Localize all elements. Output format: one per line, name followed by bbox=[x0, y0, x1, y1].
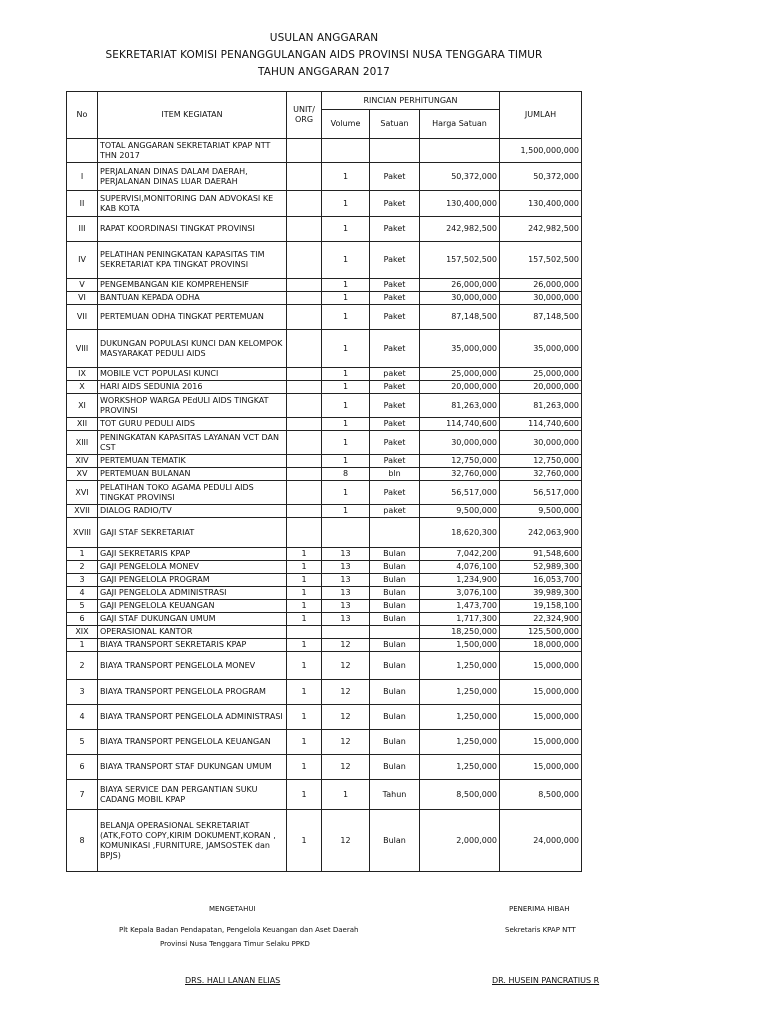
row-satuan: Paket bbox=[370, 381, 420, 394]
row-volume: 1 bbox=[322, 505, 370, 518]
row-jumlah: 130,400,000 bbox=[500, 191, 582, 217]
table-row bbox=[67, 330, 582, 368]
row-jumlah: 15,000,000 bbox=[500, 705, 582, 730]
row-no: 5 bbox=[67, 600, 98, 613]
row-volume bbox=[322, 139, 370, 163]
row-item: PENINGKATAN KAPASITAS LAYANAN VCT DAN CST bbox=[98, 431, 287, 455]
table-row bbox=[67, 292, 582, 305]
row-jumlah: 19,158,100 bbox=[500, 600, 582, 613]
document-title: USULAN ANGGARAN bbox=[269, 32, 379, 44]
row-satuan: bln bbox=[370, 468, 420, 481]
row-jumlah: 9,500,000 bbox=[500, 505, 582, 518]
row-item: GAJI PENGELOLA PROGRAM bbox=[98, 574, 287, 587]
document-subtitle: SEKRETARIAT KOMISI PENANGGULANGAN AIDS PROVINSI NUSA TENGGARA TIMUR bbox=[105, 49, 543, 61]
row-unit bbox=[287, 305, 322, 330]
row-item: PERTEMUAN BULANAN bbox=[98, 468, 287, 481]
row-item: MOBILE VCT POPULASI KUNCI bbox=[98, 368, 287, 381]
row-jumlah: 125,500,000 bbox=[500, 626, 582, 639]
row-item: BIAYA SERVICE DAN PERGANTIAN SUKU CADANG MOBIL KPAP bbox=[98, 780, 287, 810]
row-no: XVI bbox=[67, 481, 98, 505]
table-row bbox=[67, 305, 582, 330]
row-satuan: Bulan bbox=[370, 613, 420, 626]
row-harga: 1,473,700 bbox=[420, 600, 500, 613]
table-row bbox=[67, 639, 582, 652]
row-jumlah: 15,000,000 bbox=[500, 652, 582, 680]
row-satuan: Paket bbox=[370, 242, 420, 279]
row-harga: 1,717,300 bbox=[420, 613, 500, 626]
row-volume: 13 bbox=[322, 561, 370, 574]
row-jumlah: 91,548,600 bbox=[500, 548, 582, 561]
row-item: PELATIHAN PENINGKATAN KAPASITAS TIM SEKRETARIAT KPA TINGKAT PROVINSI bbox=[98, 242, 287, 279]
row-no: 6 bbox=[67, 613, 98, 626]
table-row bbox=[67, 626, 582, 639]
row-volume: 1 bbox=[322, 780, 370, 810]
row-no: XVII bbox=[67, 505, 98, 518]
row-satuan: Bulan bbox=[370, 680, 420, 705]
row-item: BANTUAN KEPADA ODHA bbox=[98, 292, 287, 305]
row-unit bbox=[287, 330, 322, 368]
table-row bbox=[67, 381, 582, 394]
row-no: IX bbox=[67, 368, 98, 381]
row-item: TOT GURU PEDULI AIDS bbox=[98, 418, 287, 431]
col-harga: Harga Satuan bbox=[420, 110, 500, 139]
row-unit bbox=[287, 431, 322, 455]
table-row bbox=[67, 574, 582, 587]
row-jumlah: 18,000,000 bbox=[500, 639, 582, 652]
row-jumlah: 30,000,000 bbox=[500, 431, 582, 455]
row-jumlah: 26,000,000 bbox=[500, 279, 582, 292]
row-no: VIII bbox=[67, 330, 98, 368]
row-harga: 4,076,100 bbox=[420, 561, 500, 574]
row-item: TOTAL ANGGARAN SEKRETARIAT KPAP NTT THN 2017 bbox=[98, 139, 287, 163]
row-item: PERTEMUAN ODHA TINGKAT PERTEMUAN bbox=[98, 305, 287, 330]
row-satuan: Bulan bbox=[370, 574, 420, 587]
row-no: II bbox=[67, 191, 98, 217]
row-unit bbox=[287, 279, 322, 292]
row-item: BIAYA TRANSPORT PENGELOLA MONEV bbox=[98, 652, 287, 680]
table-row bbox=[67, 730, 582, 755]
row-unit: 1 bbox=[287, 780, 322, 810]
row-volume: 12 bbox=[322, 810, 370, 872]
row-volume: 13 bbox=[322, 600, 370, 613]
row-volume: 1 bbox=[322, 242, 370, 279]
row-harga: 1,250,000 bbox=[420, 755, 500, 780]
row-item: GAJI SEKRETARIS KPAP bbox=[98, 548, 287, 561]
row-no: V bbox=[67, 279, 98, 292]
row-unit: 1 bbox=[287, 755, 322, 780]
table-row bbox=[67, 279, 582, 292]
row-no: 3 bbox=[67, 680, 98, 705]
row-item: GAJI STAF SEKRETARIAT bbox=[98, 518, 287, 548]
row-unit: 1 bbox=[287, 652, 322, 680]
col-no: No bbox=[67, 92, 98, 139]
row-jumlah: 52,989,300 bbox=[500, 561, 582, 574]
signature-right-name: DR. HUSEIN PANCRATIUS R bbox=[492, 976, 600, 985]
row-satuan: Bulan bbox=[370, 561, 420, 574]
budget-table bbox=[66, 91, 582, 872]
row-volume: 1 bbox=[322, 279, 370, 292]
row-harga: 1,250,000 bbox=[420, 680, 500, 705]
row-item: BIAYA TRANSPORT PENGELOLA KEUANGAN bbox=[98, 730, 287, 755]
row-no: X bbox=[67, 381, 98, 394]
row-satuan: Bulan bbox=[370, 600, 420, 613]
row-item: BIAYA TRANSPORT PENGELOLA ADMINISTRASI bbox=[98, 705, 287, 730]
row-harga: 35,000,000 bbox=[420, 330, 500, 368]
row-item: BIAYA TRANSPORT SEKRETARIS KPAP bbox=[98, 639, 287, 652]
row-jumlah: 25,000,000 bbox=[500, 368, 582, 381]
row-satuan: Paket bbox=[370, 418, 420, 431]
row-unit bbox=[287, 368, 322, 381]
row-no: III bbox=[67, 217, 98, 242]
signature-right-heading: PENERIMA HIBAH bbox=[509, 905, 570, 913]
row-satuan: Paket bbox=[370, 279, 420, 292]
row-volume: 1 bbox=[322, 455, 370, 468]
row-harga: 114,740,600 bbox=[420, 418, 500, 431]
row-unit: 1 bbox=[287, 548, 322, 561]
col-jumlah: JUMLAH bbox=[500, 92, 582, 139]
row-satuan: paket bbox=[370, 368, 420, 381]
row-no: I bbox=[67, 163, 98, 191]
table-row bbox=[67, 481, 582, 505]
row-no: 4 bbox=[67, 587, 98, 600]
row-harga: 30,000,000 bbox=[420, 431, 500, 455]
table-row bbox=[67, 242, 582, 279]
row-volume: 1 bbox=[322, 330, 370, 368]
row-unit bbox=[287, 242, 322, 279]
row-item: RAPAT KOORDINASI TINGKAT PROVINSI bbox=[98, 217, 287, 242]
row-volume: 12 bbox=[322, 705, 370, 730]
row-jumlah: 1,500,000,000 bbox=[500, 139, 582, 163]
signature-left-heading: MENGETAHUI bbox=[209, 905, 256, 913]
row-jumlah: 56,517,000 bbox=[500, 481, 582, 505]
row-no: 2 bbox=[67, 561, 98, 574]
row-harga: 242,982,500 bbox=[420, 217, 500, 242]
row-no: XV bbox=[67, 468, 98, 481]
row-unit: 1 bbox=[287, 587, 322, 600]
row-harga: 50,372,000 bbox=[420, 163, 500, 191]
row-volume: 13 bbox=[322, 587, 370, 600]
row-volume: 1 bbox=[322, 418, 370, 431]
row-satuan: Paket bbox=[370, 163, 420, 191]
row-no: 3 bbox=[67, 574, 98, 587]
row-jumlah: 157,502,500 bbox=[500, 242, 582, 279]
table-row bbox=[67, 780, 582, 810]
row-satuan: Bulan bbox=[370, 639, 420, 652]
row-jumlah: 39,989,300 bbox=[500, 587, 582, 600]
row-harga: 9,500,000 bbox=[420, 505, 500, 518]
row-harga: 1,250,000 bbox=[420, 705, 500, 730]
table-header bbox=[67, 92, 582, 139]
row-item: GAJI PENGELOLA MONEV bbox=[98, 561, 287, 574]
row-volume: 12 bbox=[322, 652, 370, 680]
row-unit bbox=[287, 505, 322, 518]
row-jumlah: 30,000,000 bbox=[500, 292, 582, 305]
row-satuan bbox=[370, 139, 420, 163]
row-satuan: Bulan bbox=[370, 705, 420, 730]
row-volume: 1 bbox=[322, 217, 370, 242]
row-volume: 12 bbox=[322, 730, 370, 755]
table-row bbox=[67, 587, 582, 600]
row-satuan: Bulan bbox=[370, 652, 420, 680]
row-no: IV bbox=[67, 242, 98, 279]
row-harga: 26,000,000 bbox=[420, 279, 500, 292]
row-jumlah: 22,324,900 bbox=[500, 613, 582, 626]
row-volume: 1 bbox=[322, 292, 370, 305]
row-jumlah: 15,000,000 bbox=[500, 755, 582, 780]
row-jumlah: 8,500,000 bbox=[500, 780, 582, 810]
row-no: VI bbox=[67, 292, 98, 305]
row-harga: 1,250,000 bbox=[420, 730, 500, 755]
row-harga: 130,400,000 bbox=[420, 191, 500, 217]
row-item: PERTEMUAN TEMATIK bbox=[98, 455, 287, 468]
table-row bbox=[67, 431, 582, 455]
row-volume: 12 bbox=[322, 755, 370, 780]
row-satuan: Paket bbox=[370, 394, 420, 418]
row-satuan: Paket bbox=[370, 481, 420, 505]
row-unit: 1 bbox=[287, 810, 322, 872]
row-harga: 3,076,100 bbox=[420, 587, 500, 600]
row-no: 4 bbox=[67, 705, 98, 730]
row-item: BIAYA TRANSPORT PENGELOLA PROGRAM bbox=[98, 680, 287, 705]
row-jumlah: 20,000,000 bbox=[500, 381, 582, 394]
row-satuan: Bulan bbox=[370, 730, 420, 755]
row-no: VII bbox=[67, 305, 98, 330]
row-unit: 1 bbox=[287, 613, 322, 626]
row-harga bbox=[420, 139, 500, 163]
row-volume: 1 bbox=[322, 305, 370, 330]
row-item: DIALOG RADIO/TV bbox=[98, 505, 287, 518]
row-volume: 13 bbox=[322, 548, 370, 561]
row-no: 7 bbox=[67, 780, 98, 810]
row-harga: 81,263,000 bbox=[420, 394, 500, 418]
row-unit bbox=[287, 481, 322, 505]
row-volume: 12 bbox=[322, 680, 370, 705]
row-harga: 87,148,500 bbox=[420, 305, 500, 330]
row-unit bbox=[287, 518, 322, 548]
row-no: XVIII bbox=[67, 518, 98, 548]
row-unit bbox=[287, 217, 322, 242]
table-row bbox=[67, 652, 582, 680]
row-no: XIII bbox=[67, 431, 98, 455]
row-unit: 1 bbox=[287, 600, 322, 613]
signature-left-line1: Plt Kepala Badan Pendapatan, Pengelola Keuangan dan Aset Daerah bbox=[119, 926, 359, 934]
row-volume: 12 bbox=[322, 639, 370, 652]
row-item: GAJI STAF DUKUNGAN UMUM bbox=[98, 613, 287, 626]
row-unit bbox=[287, 292, 322, 305]
row-jumlah: 87,148,500 bbox=[500, 305, 582, 330]
row-unit: 1 bbox=[287, 680, 322, 705]
row-unit: 1 bbox=[287, 705, 322, 730]
table-row bbox=[67, 394, 582, 418]
row-item: PELATIHAN TOKO AGAMA PEDULI AIDS TINGKAT PROVINSI bbox=[98, 481, 287, 505]
table-row bbox=[67, 468, 582, 481]
row-item: GAJI PENGELOLA ADMINISTRASI bbox=[98, 587, 287, 600]
row-jumlah: 12,750,000 bbox=[500, 455, 582, 468]
row-satuan: Tahun bbox=[370, 780, 420, 810]
row-volume: 8 bbox=[322, 468, 370, 481]
row-harga: 2,000,000 bbox=[420, 810, 500, 872]
row-jumlah: 50,372,000 bbox=[500, 163, 582, 191]
row-item: WORKSHOP WARGA PEdULI AIDS TINGKAT PROVINSI bbox=[98, 394, 287, 418]
row-no: XIV bbox=[67, 455, 98, 468]
row-satuan: Bulan bbox=[370, 755, 420, 780]
row-harga: 56,517,000 bbox=[420, 481, 500, 505]
table-row bbox=[67, 561, 582, 574]
col-unit: UNIT/ ORG bbox=[287, 92, 322, 139]
row-no: 1 bbox=[67, 639, 98, 652]
row-volume: 1 bbox=[322, 394, 370, 418]
signature-left-line2: Provinsi Nusa Tenggara Timur Selaku PPKD bbox=[160, 940, 310, 948]
table-row bbox=[67, 139, 582, 163]
row-no: 5 bbox=[67, 730, 98, 755]
row-satuan: Bulan bbox=[370, 810, 420, 872]
row-satuan bbox=[370, 626, 420, 639]
table-row bbox=[67, 418, 582, 431]
row-unit bbox=[287, 468, 322, 481]
row-unit bbox=[287, 455, 322, 468]
row-volume: 13 bbox=[322, 574, 370, 587]
row-unit: 1 bbox=[287, 574, 322, 587]
table-row bbox=[67, 368, 582, 381]
row-satuan: Bulan bbox=[370, 548, 420, 561]
row-harga: 32,760,000 bbox=[420, 468, 500, 481]
row-item: GAJI PENGELOLA KEUANGAN bbox=[98, 600, 287, 613]
row-satuan: paket bbox=[370, 505, 420, 518]
row-item: BELANJA OPERASIONAL SEKRETARIAT (ATK,FOTO COPY,KIRIM DOKUMENT,KORAN , KOMUNIKASI ,FURNITURE, JAMSOSTEK dan BPJS) bbox=[98, 810, 287, 872]
row-harga: 157,502,500 bbox=[420, 242, 500, 279]
row-volume: 1 bbox=[322, 191, 370, 217]
row-harga: 1,500,000 bbox=[420, 639, 500, 652]
row-harga: 30,000,000 bbox=[420, 292, 500, 305]
row-no bbox=[67, 139, 98, 163]
row-no: XII bbox=[67, 418, 98, 431]
table-row bbox=[67, 613, 582, 626]
table-row bbox=[67, 217, 582, 242]
row-satuan: Paket bbox=[370, 217, 420, 242]
row-satuan: Paket bbox=[370, 305, 420, 330]
col-volume: Volume bbox=[322, 110, 370, 139]
row-satuan: Paket bbox=[370, 191, 420, 217]
row-volume: 13 bbox=[322, 613, 370, 626]
row-satuan: Paket bbox=[370, 292, 420, 305]
row-satuan: Paket bbox=[370, 431, 420, 455]
row-item: PENGEMBANGAN KIE KOMPREHENSIF bbox=[98, 279, 287, 292]
row-jumlah: 81,263,000 bbox=[500, 394, 582, 418]
row-no: 1 bbox=[67, 548, 98, 561]
row-harga: 12,750,000 bbox=[420, 455, 500, 468]
table-row bbox=[67, 705, 582, 730]
row-unit: 1 bbox=[287, 561, 322, 574]
row-no: 8 bbox=[67, 810, 98, 872]
row-item: PERJALANAN DINAS DALAM DAERAH, PERJALANAN DINAS LUAR DAERAH bbox=[98, 163, 287, 191]
row-jumlah: 242,982,500 bbox=[500, 217, 582, 242]
row-unit bbox=[287, 418, 322, 431]
row-no: 6 bbox=[67, 755, 98, 780]
row-jumlah: 114,740,600 bbox=[500, 418, 582, 431]
row-satuan: Paket bbox=[370, 330, 420, 368]
row-item: SUPERVISI,MONITORING DAN ADVOKASI KE KAB KOTA bbox=[98, 191, 287, 217]
table-row bbox=[67, 505, 582, 518]
row-volume bbox=[322, 626, 370, 639]
row-harga: 8,500,000 bbox=[420, 780, 500, 810]
row-jumlah: 24,000,000 bbox=[500, 810, 582, 872]
table-row bbox=[67, 810, 582, 872]
row-item: HARI AIDS SEDUNIA 2016 bbox=[98, 381, 287, 394]
table-row bbox=[67, 680, 582, 705]
row-jumlah: 15,000,000 bbox=[500, 680, 582, 705]
row-unit bbox=[287, 381, 322, 394]
row-volume bbox=[322, 518, 370, 548]
row-satuan: Paket bbox=[370, 455, 420, 468]
row-jumlah: 15,000,000 bbox=[500, 730, 582, 755]
row-unit bbox=[287, 394, 322, 418]
document-titles bbox=[0, 30, 648, 81]
row-jumlah: 32,760,000 bbox=[500, 468, 582, 481]
row-harga: 18,250,000 bbox=[420, 626, 500, 639]
signature-right-line1: Sekretaris KPAP NTT bbox=[505, 926, 576, 934]
signature-left-name: DRS. HALI LANAN ELIAS bbox=[185, 976, 281, 985]
table-row bbox=[67, 191, 582, 217]
row-unit: 1 bbox=[287, 639, 322, 652]
col-item: ITEM KEGIATAN bbox=[98, 92, 287, 139]
row-item: BIAYA TRANSPORT STAF DUKUNGAN UMUM bbox=[98, 755, 287, 780]
row-unit bbox=[287, 626, 322, 639]
row-item: OPERASIONAL KANTOR bbox=[98, 626, 287, 639]
row-no: XIX bbox=[67, 626, 98, 639]
row-harga: 7,042,200 bbox=[420, 548, 500, 561]
table-row bbox=[67, 600, 582, 613]
row-harga: 18,620,300 bbox=[420, 518, 500, 548]
row-jumlah: 242,063,900 bbox=[500, 518, 582, 548]
row-satuan bbox=[370, 518, 420, 548]
row-unit bbox=[287, 139, 322, 163]
row-item: DUKUNGAN POPULASI KUNCI DAN KELOMPOK MASYARAKAT PEDULI AIDS bbox=[98, 330, 287, 368]
row-unit: 1 bbox=[287, 730, 322, 755]
row-harga: 1,234,900 bbox=[420, 574, 500, 587]
table-row bbox=[67, 755, 582, 780]
row-no: 2 bbox=[67, 652, 98, 680]
row-volume: 1 bbox=[322, 381, 370, 394]
row-unit bbox=[287, 191, 322, 217]
row-harga: 20,000,000 bbox=[420, 381, 500, 394]
row-volume: 1 bbox=[322, 431, 370, 455]
row-harga: 25,000,000 bbox=[420, 368, 500, 381]
row-volume: 1 bbox=[322, 368, 370, 381]
row-unit bbox=[287, 163, 322, 191]
row-satuan: Bulan bbox=[370, 587, 420, 600]
row-no: XI bbox=[67, 394, 98, 418]
col-rincian: RINCIAN PERHITUNGAN bbox=[322, 92, 500, 110]
table-row bbox=[67, 455, 582, 468]
row-jumlah: 16,053,700 bbox=[500, 574, 582, 587]
row-volume: 1 bbox=[322, 481, 370, 505]
document-year: TAHUN ANGGARAN 2017 bbox=[258, 66, 390, 78]
row-harga: 1,250,000 bbox=[420, 652, 500, 680]
row-jumlah: 35,000,000 bbox=[500, 330, 582, 368]
table-body bbox=[67, 139, 582, 872]
table-row bbox=[67, 548, 582, 561]
row-volume: 1 bbox=[322, 163, 370, 191]
table-row bbox=[67, 163, 582, 191]
table-row bbox=[67, 518, 582, 548]
col-satuan: Satuan bbox=[370, 110, 420, 139]
